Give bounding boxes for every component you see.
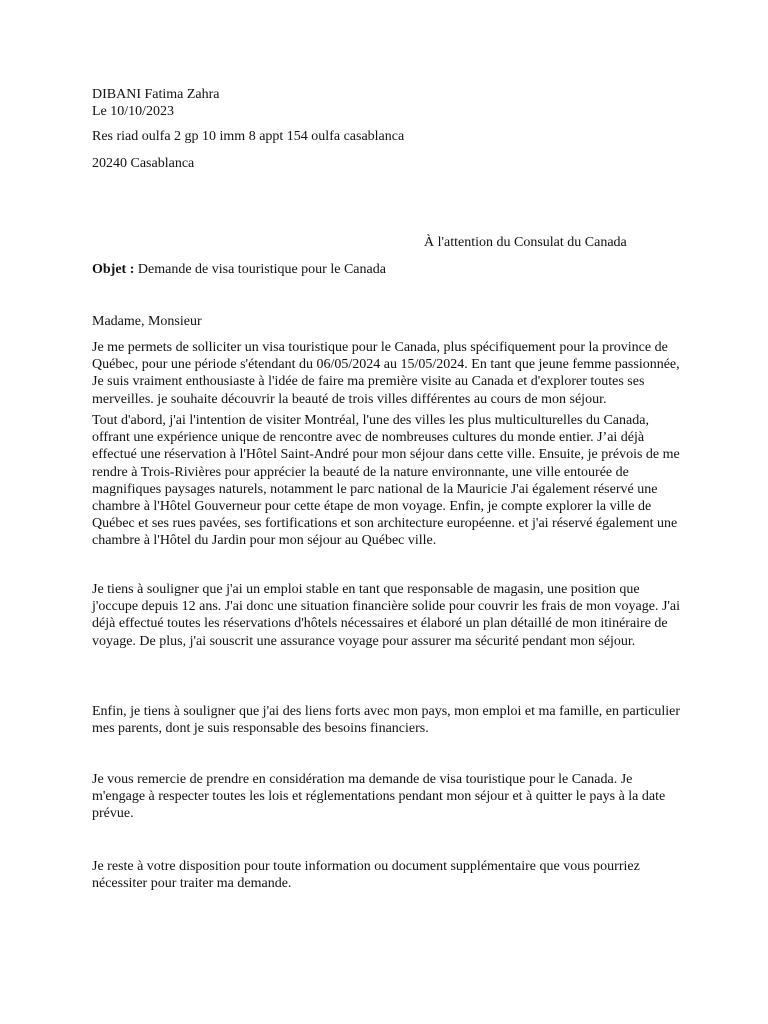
- paragraph-commitment: Je vous remercie de prendre en considération ma demande de visa touristique pour le Canada. Je m'engage à respecter toutes les lois et réglementations pendant mon séjour et à quitter le pays à la date prévue.: [92, 772, 666, 822]
- letter-date: Le 10/10/2023: [92, 104, 175, 119]
- sender-name: DIBANI Fatima Zahra: [92, 87, 220, 102]
- paragraph-itinerary: Tout d'abord, j'ai l'intention de visiter Montréal, l'une des villes les plus multiculturelles du Canada, offrant une expérience unique de rencontre avec de nombreuses cultures du monde entier. J’ai déjà effectué une réservation à l'Hôtel Saint-André pour mon séjour dans cette ville. Ensuite, je prévois de me rendre à Trois-Rivières pour apprécier la beauté de la nature environnante, une ville entourée de magnifiques paysages naturels, notamment le parc national de la Mauricie J'ai également réservé une chambre à l'Hôtel Gouverneur pour cette étape de mon voyage. Enfin, je compte explorer la ville de Québec et ses rues pavées, ses fortifications et son architecture européenne. et j'ai réservé également une chambre à l'Hôtel du Jardin pour mon séjour au Québec ville.: [92, 413, 680, 549]
- subject-text: Demande de visa touristique pour le Canada: [134, 262, 386, 277]
- paragraph-closing: Je reste à votre disposition pour toute information ou document supplémentaire que vous pourriez nécessiter pour traiter ma demande.: [92, 859, 640, 892]
- subject-label: Objet :: [92, 262, 135, 277]
- paragraph-intro: Je me permets de solliciter un visa touristique pour le Canada, plus spécifiquement pour la province de Québec, pour une période s'étendant du 06/05/2024 au 15/05/2024. En tant que jeune femme passionnée, Je suis vraiment enthousiaste à l'idée de faire ma première visite au Canada et d'explorer toutes ses merveilles. je souhaite découvrir la beauté de trois villes différentes au cours de mon séjour.: [92, 340, 680, 407]
- subject-line: [92, 261, 386, 278]
- paragraph-employment: Je tiens à souligner que j'ai un emploi stable en tant que responsable de magasin, une position que j'occupe depuis 12 ans. J'ai donc une situation financière solide pour couvrir les frais de mon voyage. J'ai déjà effectué toutes les réservations d'hôtels nécessaires et élaboré un plan détaillé de mon itinéraire de voyage. De plus, j'ai souscrit une assurance voyage pour assurer ma sécurité pendant mon séjour.: [92, 582, 681, 649]
- sender-address: Res riad oulfa 2 gp 10 imm 8 appt 154 oulfa casablanca: [92, 129, 405, 144]
- paragraph-ties: Enfin, je tiens à souligner que j'ai des liens forts avec mon pays, mon emploi et ma famille, en particulier mes parents, dont je suis responsable des besoins financiers.: [92, 704, 681, 737]
- sender-city: 20240 Casablanca: [92, 156, 195, 171]
- salutation: Madame, Monsieur: [92, 314, 202, 329]
- recipient-line: À l'attention du Consulat du Canada: [424, 235, 627, 250]
